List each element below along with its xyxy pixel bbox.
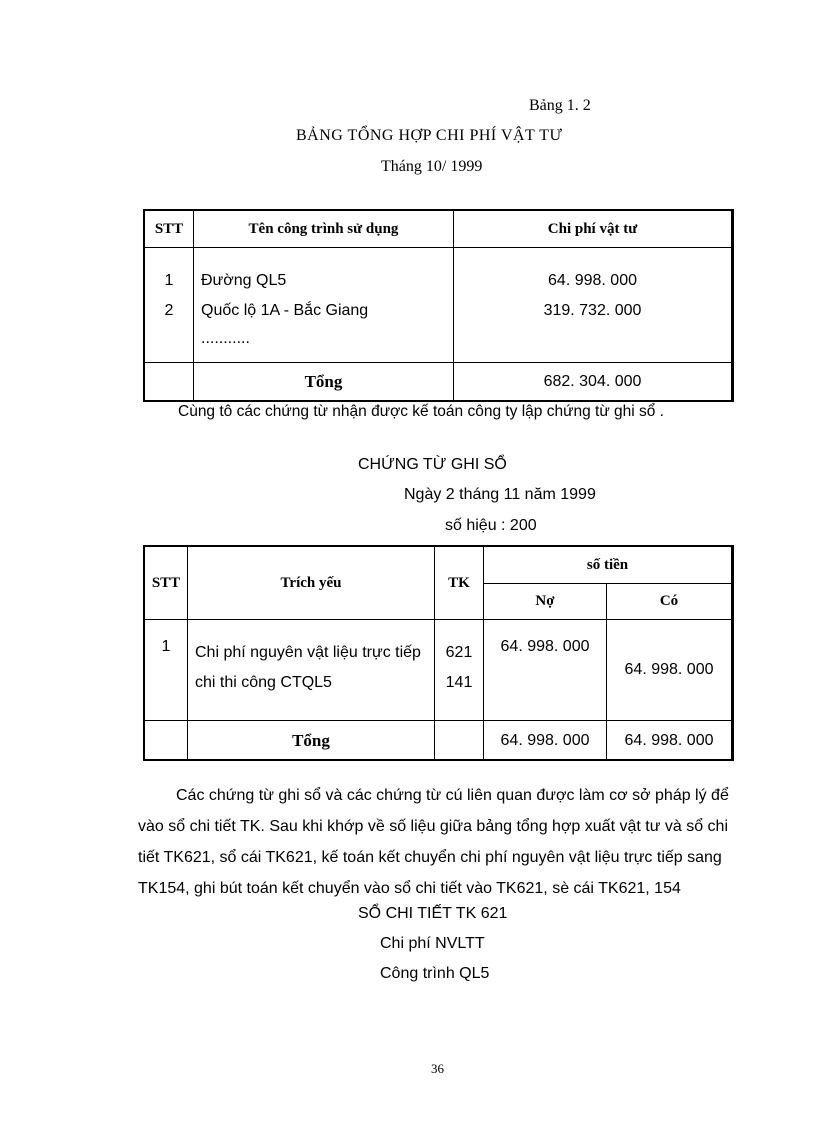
total-material-cost: 682. 304. 000: [454, 363, 732, 401]
total-label: Tổng: [188, 721, 435, 761]
paragraph-line: vào sổ chi tiết TK. Sau khi khớp về số liệu giữa bảng tổng hợp xuất vật tư và sổ chi: [138, 818, 728, 835]
table-row-material-cost: 64. 998. 000: [548, 272, 637, 289]
col-header-account: TK: [435, 547, 484, 620]
col-header-summary: Trích yếu: [188, 547, 435, 620]
ledger-subtitle: Chi phí NVLTT: [380, 935, 485, 952]
table-row-project-name: Đường QL5: [201, 272, 287, 289]
col-header-amount: số tiền: [484, 547, 732, 584]
table-row-material-cost: 319. 732. 000: [543, 302, 642, 319]
voucher-date: Ngày 2 tháng 11 năm 1999: [404, 486, 596, 503]
summary-cell: [188, 620, 435, 721]
total-label: Tổng: [194, 363, 454, 401]
body-paragraph: [138, 780, 741, 904]
stt-cell: [145, 248, 194, 363]
table-row-stt: 2: [164, 302, 174, 319]
summary-table-title: BẢNG TỔNG HỢP CHI PHÍ VẬT TƯ: [296, 127, 563, 144]
col-header-material-cost: Chi phí vật tư: [454, 211, 732, 248]
table-row-project-name: Quốc lộ 1A - Bắc Giang: [201, 302, 369, 319]
col-header-credit: Có: [607, 584, 732, 620]
table-row-ellipsis: ...........: [201, 330, 250, 347]
account-number: 141: [445, 674, 473, 691]
voucher-number: số hiệu : 200: [445, 517, 537, 534]
summary-table-period: Tháng 10/ 1999: [381, 158, 483, 175]
summary-line: chi thi công CTQL5: [195, 674, 332, 691]
paragraph-line: TK154, ghi bút toán kết chuyển vào sổ chi tiết vào TK621, sè cái TK621, 154: [138, 880, 681, 897]
total-empty-cell: [145, 363, 194, 401]
paragraph-line: Các chứng từ ghi sổ và các chứng từ cú liên quan được làm cơ sở pháp lý để: [176, 787, 729, 804]
table-ref-label: Bảng 1. 2: [529, 97, 591, 114]
col-header-stt: STT: [145, 547, 188, 620]
total-debit: 64. 998. 000: [484, 721, 607, 761]
material-cost-cell: [454, 248, 732, 363]
summary-line: Chi phí nguyên vật liệu trực tiếp: [195, 644, 421, 661]
project-name-cell: [194, 248, 454, 363]
ledger-project: Công trình QL5: [380, 965, 490, 982]
col-header-stt: STT: [145, 211, 194, 248]
col-header-debit: Nợ: [484, 584, 607, 620]
table-row-stt: 1: [164, 272, 174, 289]
total-empty-cell: [435, 721, 484, 761]
account-number: 621: [445, 644, 473, 661]
total-empty-cell: [145, 721, 188, 761]
paragraph-line: tiết TK621, sổ cái TK621, kế toán kết chuyển chi phí nguyên vật liệu trực tiếp sang: [138, 849, 722, 866]
col-header-project-name: Tên công trình sử dụng: [194, 211, 454, 248]
table-row-stt: 1: [145, 620, 188, 721]
note-text: Cùng tô các chứng từ nhận được kế toán công ty lập chứng từ ghi sổ .: [178, 403, 664, 420]
voucher-table: [144, 546, 732, 761]
page-number: 36: [431, 1061, 444, 1076]
credit-amount: 64. 998. 000: [607, 620, 732, 721]
account-cell: [435, 620, 484, 721]
voucher-title: CHỨNG TỪ GHI SỔ: [358, 456, 507, 473]
material-cost-summary-table: [144, 210, 732, 401]
debit-amount: 64. 998. 000: [484, 620, 607, 721]
ledger-title: SỔ CHI TIẾT TK 621: [358, 905, 508, 922]
total-credit: 64. 998. 000: [607, 721, 732, 761]
